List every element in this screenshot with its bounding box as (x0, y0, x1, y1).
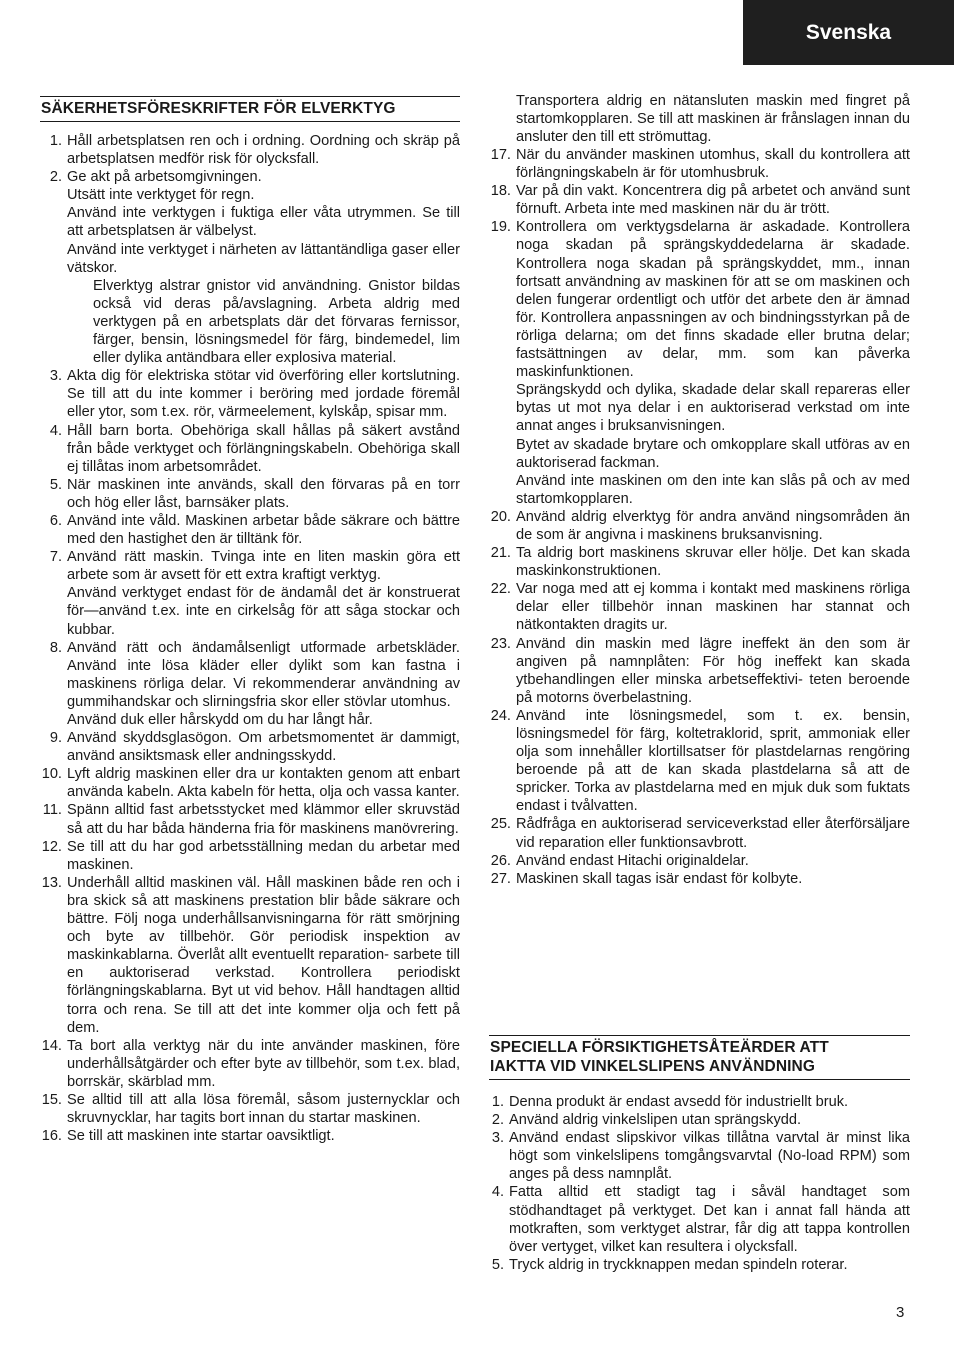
list-item-number: 2. (49, 169, 62, 186)
list-item-text (516, 815, 910, 851)
list-item (40, 1091, 460, 1127)
grinder-heading-line-2: IAKTTA VID VINKELSLIPENS ANVÄNDNING (490, 1058, 815, 1075)
list-item (489, 544, 910, 580)
list-item-number: 11. (42, 802, 62, 819)
list-item (489, 1183, 910, 1255)
paragraph: Använd inte våld. Maskinen arbetar både säkrare och bättre med den hastighet den är tilltänk för. (67, 512, 460, 548)
list-item-number: 3. (49, 368, 62, 385)
paragraph: Rådfråga en auktoriserad serviceverkstad eller återförsäljare vid reparation eller funktionsavbrott. (516, 816, 910, 851)
list-item-text (67, 639, 460, 729)
list-item-number: 15. (41, 1091, 62, 1108)
list-item-text (67, 765, 460, 801)
list-item-number: 19. (490, 219, 511, 236)
item-16-continuation: Transportera aldrig en nätansluten maskin med fingret på startomkopplaren. Se till att maskinen är frånslagen innan du ansluter den till ett strömuttag. (516, 93, 910, 146)
paragraph: Använd inte lösningsmedel, som t. ex. bensin, lösningsmedel för färg, koltetraklorid, sprit, ammoniak eller olja som innehåller klortillsatser för plastdelarnas rengöring beroende på att de kan skada plastdelarna så att de spricker. Torka av plastdelarna med en mjuk duk som fuktats endast i tvålvatten. (516, 707, 910, 815)
paragraph: Använd aldrig vinkelslipen utan sprängskydd. (509, 1112, 802, 1129)
list-item-text (67, 1127, 460, 1145)
list-item (40, 838, 460, 874)
list-item-text (67, 512, 460, 548)
list-item (489, 1093, 910, 1111)
language-tab: Svenska (743, 0, 954, 65)
list-item-number: 24. (490, 707, 511, 724)
paragraph: Använd aldrig elverktyg för andra använd ningsområden än de som är angivna i maskinens bruksanvisning. (516, 508, 910, 543)
list-item (489, 580, 910, 634)
list-item (40, 729, 460, 765)
paragraph: Ta aldrig bort maskinens skruvar eller hölje. Det kan skada maskinkonstruktionen. (516, 545, 910, 580)
list-item-text (67, 801, 460, 837)
list-item-text (509, 1183, 910, 1255)
list-item-number: 5. (49, 476, 62, 493)
paragraph: Använd skyddsglasögon. Om arbetsmomentet är dammigt, använd ansiktsmask eller andningsskydd. (67, 730, 460, 765)
sub-paragraph: Elverktyg alstrar gnistor vid användning. Gnistor bildas också vid deras på/avslagning. Arbeta aldrig med verktygen på en arbetsplats där det förvaras fernissor, färger, bensin, lösningsmedel för färg, bindemedel, lim eller dylika antändbara eller explosiva material. (93, 277, 460, 367)
paragraph: Använd endast Hitachi originaldelar. (516, 852, 749, 869)
list-item-text (516, 707, 910, 816)
list-item-number: 17. (490, 147, 511, 163)
paragraph: Använd endast slipskivor vilkas tillåtna varvtal är minst lika högt som vinkelslipens tomgångsvarvtal (No-load RPM) som anges på dess namnplåt. (509, 1130, 910, 1183)
list-item-number: 26. (490, 852, 511, 869)
list-item (489, 852, 910, 870)
paragraph: Spänn alltid fast arbetsstycket med klämmor eller skruvstäd så att du har båda händerna fria för maskinens manövrering. (67, 802, 460, 837)
list-item-text (67, 1091, 460, 1127)
paragraph: Bytet av skadade brytare och omkopplare skall utföras av en auktoriserad fackman. (516, 436, 910, 471)
paragraph: Maskinen skall tagas isär endast för kolbyte. (516, 870, 803, 887)
paragraph: Använd inte verktyget i närheten av lättantändliga gaser eller vätskor. (67, 241, 460, 276)
list-item-number: 7. (49, 549, 62, 566)
list-item-text (67, 132, 460, 168)
safety-rules-list (40, 132, 460, 1145)
paragraph: Underhåll alltid maskinen väl. Håll maskinen både ren och i bra skick så att maskinens prestation blir både säkrare och bättre. Följ noga underhållsanvisningarna för rätt smörjning och byte av tillbehör. Gör periodisk inspektion av maskinkablarna. Överlåt allt eventuellt reparation- sarbete till en auktoriserad verkstad. Kontrollera periodiskt förlängningskablarna. Byt ut vid behov. Håll handtagen alltid torra och rena. Se till att det inte kommer olja och fett på dem. (67, 874, 460, 1036)
paragraph: Akta dig för elektriska stötar vid överföring eller kortslutning. Se till att du inte kommer i beröring med jordade föremål eller ytor, som t.ex. rör, värmeelement, kylskåp, spisar mm. (67, 368, 460, 421)
list-item (40, 168, 460, 367)
list-item (489, 508, 910, 544)
list-item (40, 512, 460, 548)
paragraph: Lyft aldrig maskinen eller dra ur kontakten genom att enbart använda kabeln. Akta kabeln för hetta, olja och vassa kanter. (67, 766, 460, 801)
safety-rules-heading: SÄKERHETSFÖRESKRIFTER FÖR ELVERKTYG (40, 96, 460, 122)
list-item (489, 1111, 910, 1129)
paragraph: Använd inte maskinen om den inte kan slås på och av med startomkopplaren. (516, 472, 910, 507)
list-item-number: 16. (41, 1128, 62, 1145)
list-item-text (516, 852, 910, 870)
list-item (489, 146, 910, 182)
list-item (40, 367, 460, 421)
paragraph: Ta bort alla verktyg när du inte använder maskinen, före underhållsåtgärder och efter byte av tillbehör, som t.ex. blad, borrskär, skärblad mm. (67, 1037, 460, 1090)
list-item-text (509, 1256, 910, 1274)
list-item-text (509, 1111, 910, 1129)
list-item-text (516, 146, 910, 182)
list-item-text (509, 1093, 910, 1111)
list-item-number: 10. (41, 766, 62, 783)
paragraph: Utsätt inte verktyget för regn. (67, 187, 255, 204)
paragraph: Se till att maskinen inte startar oavsiktligt. (67, 1128, 335, 1145)
list-item-text (67, 548, 460, 638)
list-item (489, 1256, 910, 1274)
paragraph: Använd rätt maskin. Tvinga inte en liten maskin göra ett arbete som är avsett för ett extra kraftigt verktyg. (67, 549, 460, 584)
paragraph: Använd rätt och ändamålsenligt utformade arbetskläder. Använd inte lösa kläder eller dylikt som kan fastna i maskinens rörliga delar. Vi rekommenderar användning av gummihandskar och slirningsfria skor eller stövlar utomhus. (67, 639, 460, 710)
list-item (40, 548, 460, 638)
paragraph: När maskinen inte används, skall den förvaras på en torr och hög eller låst, barnsäker plats. (67, 476, 460, 511)
list-item (40, 765, 460, 801)
list-item-number: 4. (49, 422, 62, 439)
list-item (40, 874, 460, 1037)
list-item-number: 20. (490, 508, 511, 525)
paragraph: Tryck aldrig in tryckknappen medan spindeln roterar. (509, 1256, 848, 1273)
list-item-text (67, 838, 460, 874)
list-item-number: 13. (41, 874, 62, 891)
list-item-text (67, 367, 460, 421)
list-item (40, 1127, 460, 1145)
list-item-number: 5. (491, 1256, 504, 1273)
paragraph: Kontrollera om verktygsdelarna är askadade. Kontrollera noga skadan på sprängskyddedelarna är skadade. Kontrollera noga skadan på sprängskyddet, mm., innan fortsatt användning av maskinen för att se om maskinen och delen fungerar ordentligt och utför det arbete den är ämnad för. Kontrollera anpassningen av och bindningsstyrkan på de rörliga delarna; om det finns skadade eller brutna delar; fastsättningen av delar, mm. som kan påverka maskinfunktionen. (516, 219, 910, 381)
grinder-heading-line-1: SPECIELLA FÖRSIKTIGHETSÅTEÄRDER ATT (490, 1039, 829, 1056)
list-item-number: 18. (490, 183, 511, 200)
list-item (40, 639, 460, 729)
paragraph: Var på din vakt. Koncentrera dig på arbetet och använd sunt förnuft. Arbeta inte med maskinen när du är trött. (516, 183, 910, 218)
list-item-number: 22. (490, 581, 511, 598)
list-item (40, 132, 460, 168)
list-item-number: 14. (41, 1037, 62, 1054)
continued-text (489, 92, 910, 146)
paragraph: Håll barn borta. Obehöriga skall hållas på säkert avstånd från både verktyget och förlängningskabeln. Obehöriga skall ej tillåtas inom arbetsområdet. (67, 422, 460, 475)
list-item (489, 182, 910, 218)
list-item-number: 27. (490, 870, 511, 887)
list-item-number: 4. (491, 1184, 504, 1201)
list-item-number: 3. (491, 1130, 504, 1147)
list-item-text (516, 544, 910, 580)
list-item-number: 21. (490, 545, 511, 562)
list-item (489, 707, 910, 816)
paragraph: Använd din maskin med lägre ineffekt än den som är angiven på namnplåten: För hög ineffekt kan skada ytbehandlingen eller minska arbetseffektivi- teten beroende på motorns överbelastning. (516, 635, 910, 706)
list-item (40, 476, 460, 512)
list-item-number: 1. (491, 1094, 504, 1110)
list-item-number: 1. (49, 133, 62, 149)
list-item (489, 870, 910, 888)
paragraph: Håll arbetsplatsen ren och i ordning. Oordning och skräp på arbetsplatsen medför risk för olycksfall. (67, 133, 460, 168)
list-item-text (67, 422, 460, 476)
list-item-text (516, 182, 910, 218)
paragraph: Se till att du har god arbetsställning medan du arbetar med maskinen. (67, 838, 460, 873)
list-item-text (516, 218, 910, 508)
list-item-text (509, 1129, 910, 1183)
grinder-precautions-list (489, 1093, 910, 1274)
paragraph: Fatta alltid ett stadigt tag i såväl handtaget som stödhandtaget på verktyget. Det kan i annat fall hända att motkraften, som verktyget alstrar, får dig att tappa kontrollen över vertyget, vilket kan resultera i olycksfall. (509, 1184, 910, 1255)
list-item-text (67, 1037, 460, 1091)
list-item (40, 422, 460, 476)
list-item-text (516, 508, 910, 544)
paragraph: Var noga med att ej komma i kontakt med maskinens rörliga delar eller tillbehör innan maskinen har stannat och nätkontakten dragits ur. (516, 581, 910, 634)
grinder-precautions-heading (489, 1035, 910, 1080)
list-item (489, 218, 910, 508)
list-item-text (516, 635, 910, 707)
paragraph: Använd duk eller hårskydd om du har långt hår. (67, 712, 373, 728)
list-item-number: 23. (490, 635, 511, 652)
paragraph: Denna produkt är endast avsedd för industriellt bruk. (509, 1094, 849, 1110)
list-item-text (516, 580, 910, 634)
list-item-text (67, 729, 460, 765)
list-item (489, 635, 910, 707)
paragraph: Ge akt på arbetsomgivningen. (67, 169, 262, 186)
list-item-number: 8. (49, 639, 62, 656)
list-item (489, 1129, 910, 1183)
list-item-number: 6. (49, 512, 62, 529)
paragraph: Använd inte verktygen i fuktiga eller våta utrymmen. Se till att arbetsplatsen är välbelyst. (67, 205, 460, 240)
list-item (40, 801, 460, 837)
list-item-text (67, 874, 460, 1037)
paragraph: Använd verktyget endast för de ändamål det är konstruerat för—använd t.ex. inte en cirkelsåg för att såga stockar och kubbar. (67, 585, 460, 638)
list-item-number: 25. (490, 816, 511, 833)
paragraph: När du använder maskinen utomhus, skall du kontrollera att förlängningskabeln är för utomhusbruk. (516, 147, 910, 182)
paragraph: Sprängskydd och dylika, skadade delar skall repareras eller bytas ut mot nya delar i en auktoriserad verkstad om inte annat anges i bruksanvisningen. (516, 382, 910, 435)
safety-rules-list-continued (489, 146, 910, 888)
list-item-number: 9. (49, 730, 62, 747)
list-item-text (516, 870, 910, 888)
list-item-text (67, 168, 460, 367)
paragraph: Se alltid till att alla lösa föremål, såsom justernycklar och skruvnycklar, har tagits bort innan du startar maskinen. (67, 1091, 460, 1127)
list-item (40, 1037, 460, 1091)
list-item-text (67, 476, 460, 512)
list-item (489, 815, 910, 851)
page-number: 3 (896, 1304, 905, 1321)
list-item-number: 2. (491, 1112, 504, 1129)
list-item-number: 12. (41, 838, 62, 855)
